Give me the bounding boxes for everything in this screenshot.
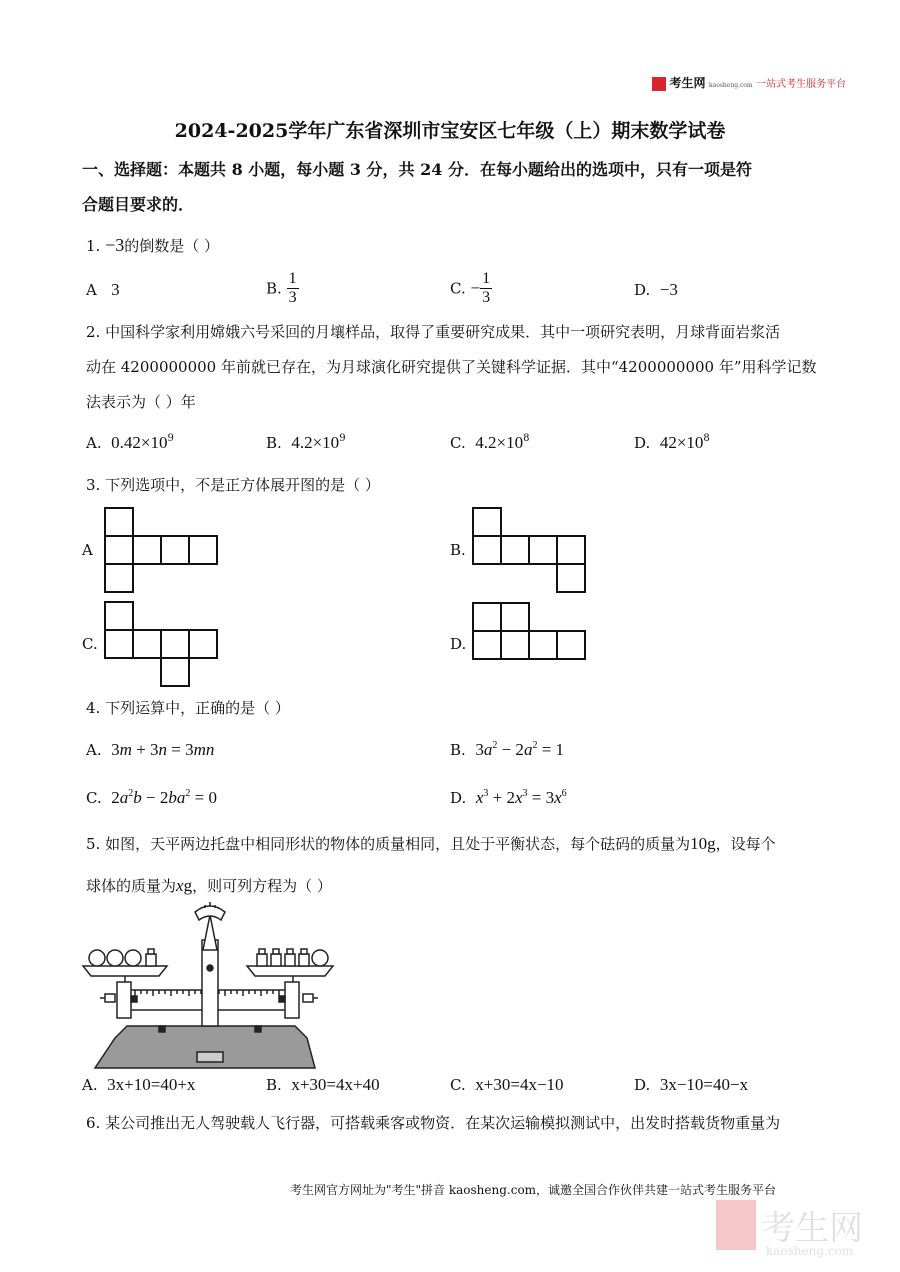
q1-option-d[interactable]: D. −3 — [634, 280, 678, 299]
q2-line3: 法表示为（ ）年 — [86, 393, 196, 411]
logo-text: 考生网 — [669, 76, 706, 90]
q4-option-c[interactable]: C. $2a^2b - 2ba^2 = 0$ — [86, 788, 217, 807]
section1-line2: 合题目要求的． — [82, 195, 195, 214]
q4-option-a[interactable]: A. 3m + 3n = 3mn — [86, 740, 215, 759]
q2-line1: 2. 中国科学家利用嫦娥六号采回的月壤样品，取得了重要研究成果．其中一项研究表明，月球背面岩浆活 — [86, 323, 781, 341]
footer-text: 考生网官方网址为"考生"拼音 kaosheng.com，诚邀全国合作伙伴共建一站式考生服务平台 — [290, 1183, 777, 1197]
page-title: 2024-2025学年广东省深圳市宝安区七年级（上）期末数学试卷 — [174, 120, 726, 142]
watermark-logo-icon — [716, 1200, 756, 1250]
header-slogan: 一站式考生服务平台 — [756, 79, 847, 90]
cube-net-b[interactable] — [473, 508, 585, 592]
q3-option-c-label: C. — [82, 635, 98, 653]
q3-option-d-label: D. — [450, 635, 467, 653]
q1-option-a[interactable]: A 3 — [86, 280, 120, 299]
cube-net-d[interactable] — [473, 603, 585, 659]
q1-option-c[interactable]: C. − $\frac{1}{3}$ — [450, 270, 491, 306]
q5-option-d[interactable]: D. 3x−10=40−x — [634, 1075, 749, 1094]
q4-option-d[interactable]: D. $x^3 + 2x^3 = 3x^6$ — [450, 788, 567, 807]
balance-scale-figure — [75, 900, 345, 1070]
q3-option-a-label: A — [82, 541, 93, 559]
q1-option-b[interactable]: B. $\frac{1}{3}$ — [266, 270, 297, 306]
q4-option-b[interactable]: B. $3a^2 - 2a^2 = 1$ — [450, 740, 565, 759]
q1-expr: −3 — [105, 235, 125, 255]
q2-option-b[interactable]: B. $4.2\times 10^9$ — [266, 433, 346, 452]
q5-line2: 球体的质量为xg，则可列方程为（ ） — [86, 876, 332, 895]
footer-watermark: 考生网 kaosheng.com — [716, 1200, 863, 1258]
q5-option-a[interactable]: A. 3x+10=40+x — [82, 1075, 196, 1094]
q2-option-c[interactable]: C. $4.2\times 10^8$ — [450, 433, 530, 452]
q5-line1: 5. 如图，天平两边托盘中相同形状的物体的质量相同，且处于平衡状态，每个砝码的质量为10g，设每个 — [86, 834, 776, 853]
q4-stem: 4. 下列运算中，正确的是（ ） — [86, 699, 290, 717]
section1-line1: 一、选择题：本题共 8 小题，每小题 3 分，共 24 分．在每小题给出的选项中，只有一项是符 — [82, 160, 752, 179]
cube-net-a[interactable] — [105, 508, 217, 592]
q5-option-c[interactable]: C. x+30=4x−10 — [450, 1075, 564, 1094]
q5-option-b[interactable]: B. x+30=4x+40 — [266, 1075, 380, 1094]
q3-stem: 3. 下列选项中，不是正方体展开图的是（ ） — [86, 476, 380, 494]
q2-option-d[interactable]: D. $42\times 10^8$ — [634, 433, 710, 452]
q2-option-a[interactable]: A. $0.42\times 10^9$ — [86, 433, 174, 452]
q1-stem: 1. −3的倒数是（ ） — [86, 235, 220, 255]
q6-stem: 6. 某公司推出无人驾驶载人飞行器，可搭载乘客或物资．在某次运输模拟测试中，出发时搭载货物重量为 — [86, 1114, 781, 1132]
cube-net-c[interactable] — [105, 602, 217, 686]
q2-line2: 动在 4200000000 年前就已存在，为月球演化研究提供了关键科学证据．其中“4200000000 年”用科学记数 — [86, 358, 817, 376]
q3-option-b-label: B. — [450, 541, 466, 559]
logo-sub: kaosheng.com — [709, 82, 753, 89]
